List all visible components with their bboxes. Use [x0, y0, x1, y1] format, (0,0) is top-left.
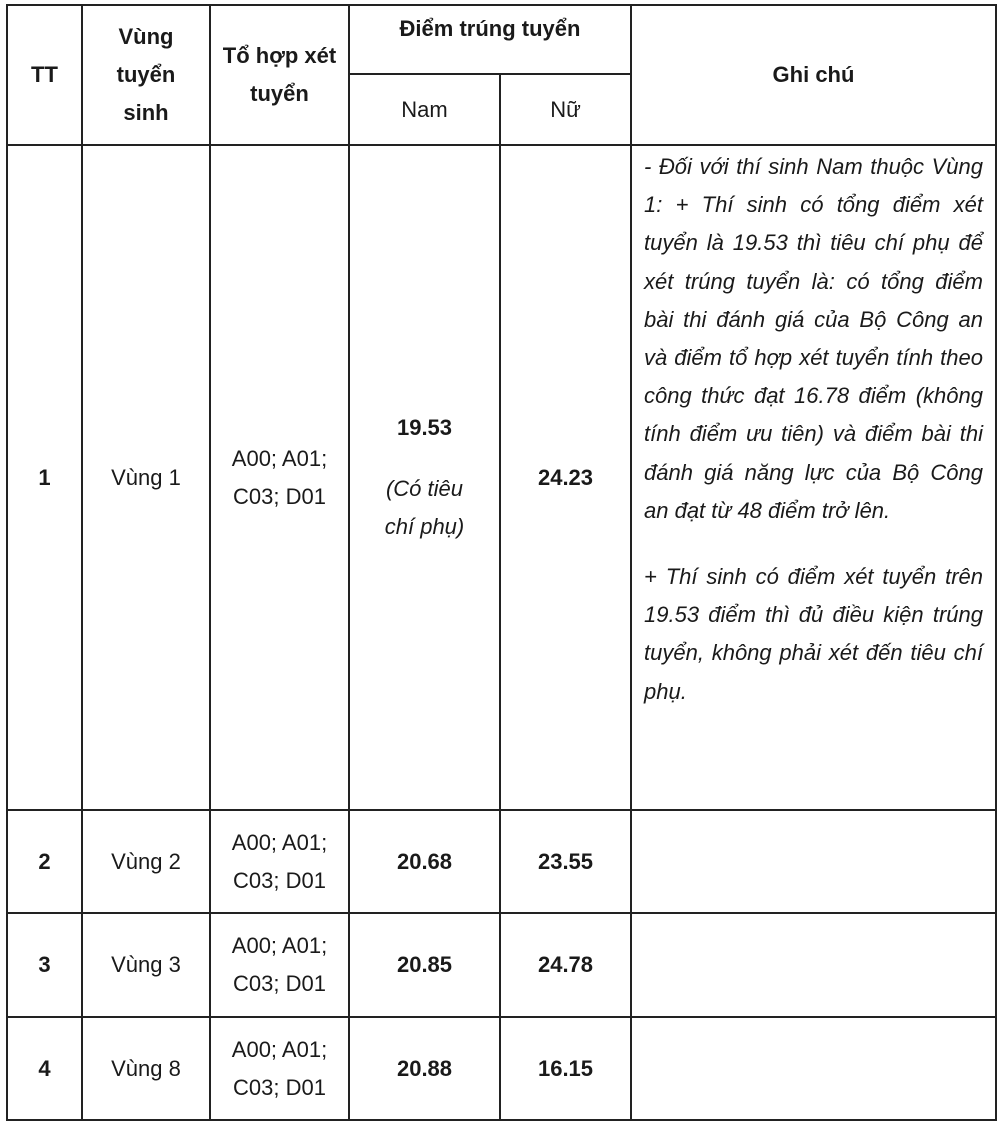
header-row [7, 5, 996, 74]
row-vung: Vùng 1 [82, 145, 210, 810]
row-nu: 23.55 [500, 810, 631, 913]
row-nam: 20.88 [349, 1017, 500, 1120]
row-nam: 20.85 [349, 913, 500, 1017]
admission-score-table [6, 4, 997, 1121]
row-to-hop: A00; A01; C03; D01 [210, 145, 349, 810]
header-to-hop: Tổ hợp xét tuyển [210, 5, 349, 145]
row-nam [349, 145, 500, 810]
row-tt: 3 [7, 913, 82, 1017]
note-paragraph-2: + Thí sinh có điểm xét tuyển trên 19.53 điểm thì đủ điều kiện trúng tuyển, không phải xét đến tiêu chí phụ. [644, 564, 983, 704]
header-nam: Nam [349, 74, 500, 145]
row-ghi-chu [631, 810, 996, 913]
header-nu: Nữ [500, 74, 631, 145]
row-ghi-chu [631, 913, 996, 1017]
header-ghi-chu: Ghi chú [631, 5, 996, 145]
nam-score: 19.53 [396, 415, 453, 440]
row-vung: Vùng 3 [82, 913, 210, 1017]
row-to-hop: A00; A01; C03; D01 [210, 913, 349, 1017]
row-nam: 20.68 [349, 810, 500, 913]
row-tt: 4 [7, 1017, 82, 1120]
row-tt: 2 [7, 810, 82, 913]
table-row [7, 145, 996, 810]
row-tt: 1 [7, 145, 82, 810]
row-ghi-chu [631, 1017, 996, 1120]
table-row [7, 1017, 996, 1120]
row-nu: 16.15 [500, 1017, 631, 1120]
table-row [7, 810, 996, 913]
header-diem-trung-tuyen: Điểm trúng tuyển [349, 5, 631, 74]
row-ghi-chu [631, 145, 996, 810]
row-to-hop: A00; A01; C03; D01 [210, 810, 349, 913]
row-vung: Vùng 8 [82, 1017, 210, 1120]
row-vung: Vùng 2 [82, 810, 210, 913]
row-nu: 24.23 [500, 145, 631, 810]
table-row [7, 913, 996, 1017]
header-vung: Vùng tuyển sinh [82, 5, 210, 145]
nam-sub-note: (Có tiêu chí phụ) [384, 476, 465, 539]
row-to-hop: A00; A01; C03; D01 [210, 1017, 349, 1120]
note-paragraph-1: - Đối với thí sinh Nam thuộc Vùng 1: + Thí sinh có tổng điểm xét tuyển là 19.53 thì tiêu chí phụ để xét trúng tuyển là: có tổng điểm bài thi đánh giá của Bộ Công an và điểm tổ hợp xét tuyển tính theo công thức đạt 16.78 điểm (không tính điểm ưu tiên) và điểm bài thi đánh giá năng lực của Bộ Công an đạt từ 48 điểm trở lên. [644, 154, 983, 523]
header-tt: TT [7, 5, 82, 145]
row-nu: 24.78 [500, 913, 631, 1017]
